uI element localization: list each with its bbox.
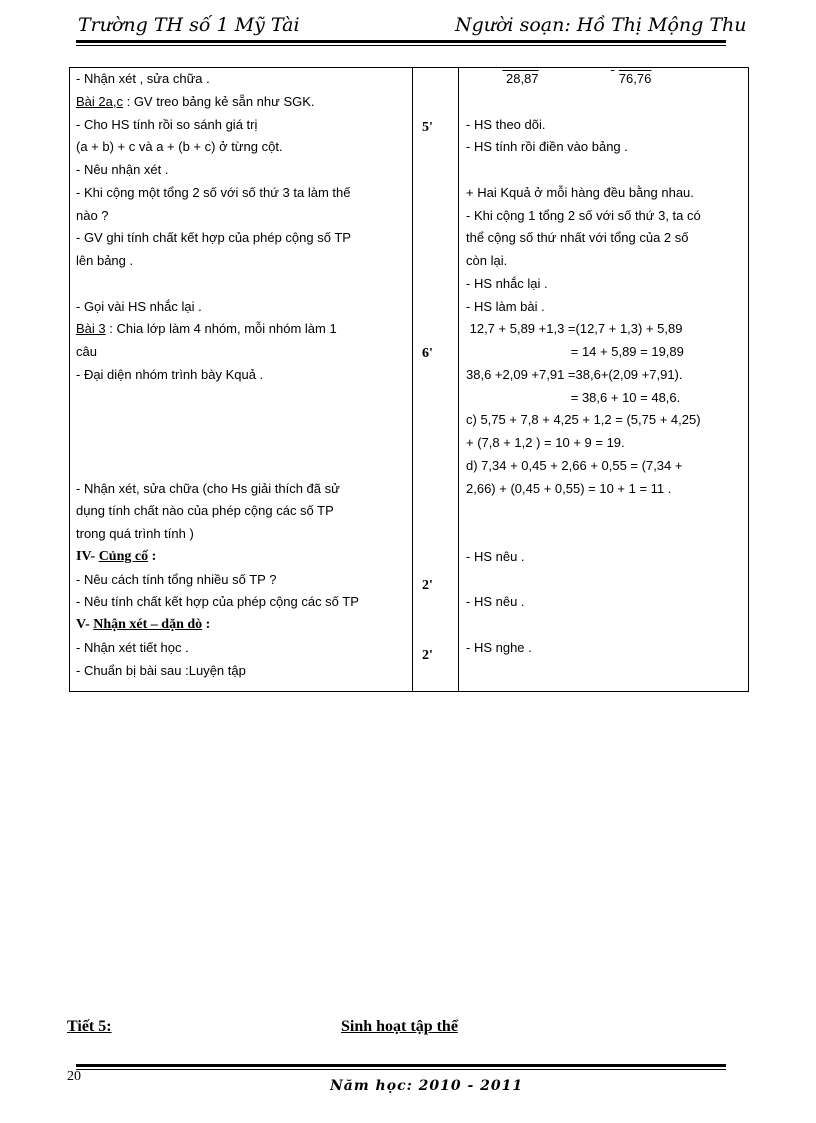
footer-rule-thick bbox=[76, 1064, 726, 1067]
student-line: - HS nêu . bbox=[466, 594, 525, 610]
heading-colon: : bbox=[148, 548, 157, 564]
section-heading-iv bbox=[76, 546, 359, 569]
teacher-line: - Nhận xét tiết học . bbox=[76, 639, 189, 655]
teacher-line: - Nhận xét , sửa chữa . bbox=[76, 71, 210, 86]
student-line: - HS làm bài . bbox=[466, 298, 545, 314]
teacher-line: - Đại diện nhóm trình bày Kquả . bbox=[76, 366, 264, 382]
student-line: 2,66) + (0,45 + 0,55) = 10 + 1 = 11 . bbox=[466, 480, 672, 496]
student-activities bbox=[466, 68, 701, 660]
teacher-line: - Chuẩn bị bài sau :Luyện tập bbox=[76, 662, 246, 678]
student-line: = 38,6 + 10 = 48,6. bbox=[466, 389, 681, 405]
footer-school-year: Năm học: 2010 - 2011 bbox=[330, 1078, 524, 1094]
student-line: 38,6 +2,09 +7,91 =38,6+(2,09 +7,91). bbox=[466, 366, 683, 382]
result-value: 28,87 bbox=[506, 71, 539, 86]
teacher-line: - Gọi vài HS nhắc lại . bbox=[76, 298, 202, 314]
teacher-line: - Nêu cách tính tổng nhiều số TP ? bbox=[76, 571, 277, 587]
student-line: - HS tính rồi điền vào bảng . bbox=[466, 139, 628, 155]
result-value bbox=[611, 68, 619, 91]
student-line: 12,7 + 5,89 +1,3 =(12,7 + 1,3) + 5,89 bbox=[466, 321, 683, 337]
student-line: - HS nêu . bbox=[466, 548, 525, 564]
teacher-line bbox=[76, 91, 359, 114]
student-line: - Khi cộng 1 tổng 2 số với số thứ 3, ta có bbox=[466, 207, 701, 223]
footer-rule-thin bbox=[76, 1069, 726, 1070]
student-line bbox=[466, 614, 701, 637]
student-line: - HS nhắc lại . bbox=[466, 275, 548, 291]
teacher-line: nào ? bbox=[76, 207, 109, 223]
student-line bbox=[466, 569, 701, 592]
student-line bbox=[466, 159, 701, 182]
heading-number: IV- bbox=[76, 548, 99, 564]
teacher-activities bbox=[76, 68, 359, 682]
student-line bbox=[466, 523, 701, 546]
time-allocation: 2' bbox=[422, 648, 433, 663]
exercise-text: : GV treo bảng kẻ sẵn như SGK. bbox=[122, 93, 315, 109]
header-author: Người soạn: Hồ Thị Mộng Thu bbox=[455, 14, 747, 36]
student-line: + (7,8 + 1,2 ) = 10 + 9 = 19. bbox=[466, 435, 625, 450]
student-line: d) 7,34 + 0,45 + 2,66 + 0,55 = (7,34 + bbox=[466, 457, 683, 473]
student-line: c) 5,75 + 7,8 + 4,25 + 1,2 = (5,75 + 4,25) bbox=[466, 412, 701, 428]
student-line bbox=[466, 500, 701, 523]
exercise-label: Bài 2a,c bbox=[76, 93, 123, 109]
teacher-line bbox=[76, 318, 359, 341]
exercise-label: Bài 3 bbox=[76, 321, 106, 337]
teacher-line bbox=[76, 455, 359, 478]
teacher-line bbox=[76, 273, 359, 296]
student-line: - HS theo dõi. bbox=[466, 116, 546, 132]
lesson-table bbox=[69, 67, 749, 692]
period-title: Sinh hoạt tập thể bbox=[341, 1018, 458, 1035]
time-allocation: 5' bbox=[422, 120, 433, 135]
header-rule-thin bbox=[76, 45, 726, 46]
teacher-line bbox=[76, 432, 359, 455]
teacher-line: - Nêu tính chất kết hợp của phép cộng các số TP bbox=[76, 594, 359, 610]
heading-text: Nhận xét – dặn dò bbox=[93, 617, 203, 632]
column-divider bbox=[458, 68, 459, 691]
teacher-line: - Khi cộng một tổng 2 số với số thứ 3 ta làm thế bbox=[76, 184, 351, 200]
time-allocation: 2' bbox=[422, 578, 433, 593]
teacher-line: (a + b) + c và a + (b + c) ở từng cột. bbox=[76, 139, 283, 155]
teacher-line: trong quá trình tính ) bbox=[76, 526, 194, 541]
result-value: 76,76 bbox=[618, 71, 652, 86]
teacher-line: - GV ghi tính chất kết hợp của phép cộng số TP bbox=[76, 230, 351, 246]
teacher-line: - Nhận xét, sửa chữa (cho Hs giải thích đã sử bbox=[76, 480, 340, 496]
student-line bbox=[466, 91, 701, 114]
heading-number: V- bbox=[76, 617, 94, 632]
teacher-line: - Cho HS tính rồi so sánh giá trị bbox=[76, 116, 258, 132]
teacher-line: câu bbox=[76, 344, 97, 359]
page-number: 20 bbox=[67, 1069, 81, 1084]
heading-text: Củng cố bbox=[98, 548, 149, 564]
student-line: còn lại. bbox=[466, 253, 508, 268]
header-rule-thick bbox=[76, 40, 726, 43]
student-line: + Hai Kquả ở mỗi hàng đều bằng nhau. bbox=[466, 184, 694, 200]
student-line: = 14 + 5,89 = 19,89 bbox=[466, 344, 684, 359]
time-allocation: 6' bbox=[422, 346, 433, 361]
student-line: thể cộng số thứ nhất với tổng của 2 số bbox=[466, 230, 689, 246]
result-value bbox=[466, 68, 506, 91]
period-label: Tiết 5: bbox=[67, 1018, 112, 1035]
column-divider bbox=[412, 68, 413, 691]
teacher-line: dụng tính chất nào của phép cộng các số TP bbox=[76, 503, 334, 519]
exercise-text: : Chia lớp làm 4 nhóm, mỗi nhóm làm 1 bbox=[105, 321, 337, 337]
result-row bbox=[466, 68, 701, 91]
teacher-line bbox=[76, 409, 359, 432]
section-heading-v bbox=[76, 614, 359, 637]
teacher-line: - Nêu nhận xét . bbox=[76, 162, 169, 177]
student-line: - HS nghe . bbox=[466, 639, 532, 655]
heading-colon: : bbox=[202, 617, 211, 632]
header-school: Trường TH số 1 Mỹ Tài bbox=[78, 14, 300, 36]
teacher-line: lên bảng . bbox=[76, 253, 134, 268]
teacher-line bbox=[76, 387, 359, 410]
